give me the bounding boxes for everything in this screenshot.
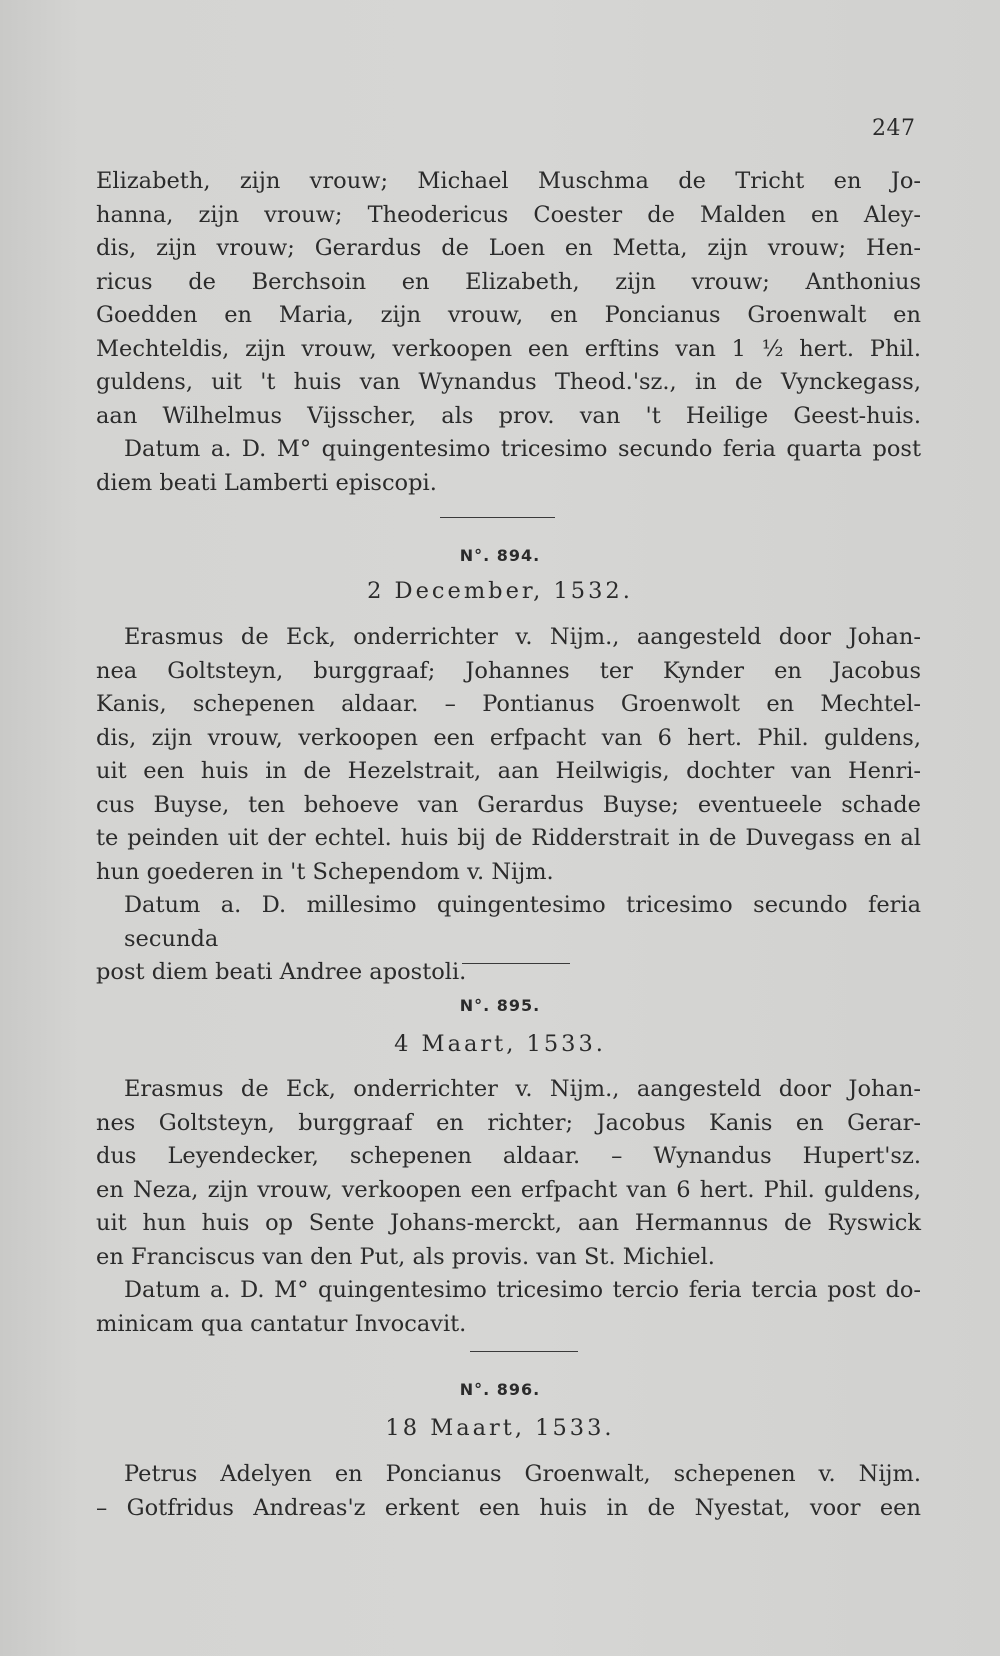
- text-line: Datum a. D. millesimo quingentesimo tricesimo secundo feria secunda: [124, 892, 921, 952]
- text-line: guldens, uit 't huis van Wynandus Theod.'sz., in de Vynckegass,: [96, 369, 921, 395]
- text-line: Datum a. D. M° quingentesimo tricesimo secundo feria quarta post: [124, 436, 921, 462]
- text-line: ricus de Berchsoin en Elizabeth, zijn vrouw; Anthonius: [96, 268, 921, 295]
- entry-number: N°. 894.: [459, 546, 541, 565]
- section-divider: [462, 963, 570, 964]
- text-line: Goedden en Maria, zijn vrouw, en Poncianus Groenwalt en: [96, 302, 921, 328]
- entry-893-text: [96, 165, 921, 500]
- entry-date: 2 December, 1532.: [367, 578, 633, 604]
- entry-number: N°. 896.: [459, 1380, 541, 1399]
- text-line: te peinden uit der echtel. huis bij de Ridderstrait in de Duvegass en al: [96, 825, 921, 851]
- text-line: Elizabeth, zijn vrouw; Michael Muschma de Tricht en Jo-: [96, 168, 921, 194]
- entry-896-text: [96, 1458, 921, 1525]
- text-line: uit een huis in de Hezelstrait, aan Heilwigis, dochter van Henri-: [96, 758, 921, 784]
- text-line: minicam qua cantatur Invocavit.: [96, 1310, 467, 1337]
- text-line: post diem beati Andree apostoli.: [96, 959, 467, 985]
- text-line: dis, zijn vrouw, verkoopen een erfpacht van 6 hert. Phil. guldens,: [96, 724, 921, 751]
- text-line: diem beati Lamberti episcopi.: [96, 469, 437, 496]
- text-line: Erasmus de Eck, onderrichter v. Nijm., aangesteld door Johan-: [124, 624, 921, 650]
- text-line: hun goederen in 't Schependom v. Nijm.: [96, 858, 554, 885]
- text-line: nea Goltsteyn, burggraaf; Johannes ter Kynder en Jacobus: [96, 657, 921, 684]
- text-line: nes Goltsteyn, burggraaf en richter; Jacobus Kanis en Gerar-: [96, 1109, 921, 1136]
- entry-number: N°. 895.: [459, 996, 541, 1015]
- text-line: aan Wilhelmus Vijsscher, als prov. van 't Heilige Geest-huis.: [96, 402, 921, 429]
- entry-894-text: [96, 621, 921, 990]
- page-number: 247: [872, 116, 916, 141]
- entry-date: 4 Maart, 1533.: [394, 1031, 606, 1057]
- section-divider: [470, 1351, 578, 1352]
- text-line: uit hun huis op Sente Johans-merckt, aan Hermannus de Ryswick: [96, 1210, 921, 1236]
- text-line: Erasmus de Eck, onderrichter v. Nijm., aangesteld door Johan-: [124, 1076, 921, 1102]
- entry-895-text: [96, 1073, 921, 1341]
- text-line: Kanis, schepenen aldaar. – Pontianus Groenwolt en Mechtel-: [96, 691, 921, 717]
- section-divider: [440, 517, 555, 518]
- text-line: hanna, zijn vrouw; Theodericus Coester de Malden en Aley-: [96, 201, 921, 228]
- text-line: Mechteldis, zijn vrouw, verkoopen een erftins van 1 ½ hert. Phil.: [96, 335, 921, 362]
- text-line: cus Buyse, ten behoeve van Gerardus Buyse; eventueele schade: [96, 791, 921, 818]
- text-line: – Gotfridus Andreas'z erkent een huis in de Nyestat, voor een: [96, 1494, 921, 1521]
- text-line: dis, zijn vrouw; Gerardus de Loen en Metta, zijn vrouw; Hen-: [96, 235, 921, 261]
- text-line: en Neza, zijn vrouw, verkoopen een erfpacht van 6 hert. Phil. guldens,: [96, 1176, 921, 1203]
- text-line: dus Leyendecker, schepenen aldaar. – Wynandus Hupert'sz.: [96, 1143, 921, 1169]
- text-line: Petrus Adelyen en Poncianus Groenwalt, schepenen v. Nijm.: [124, 1461, 921, 1487]
- entry-date: 18 Maart, 1533.: [385, 1415, 615, 1441]
- text-line: Datum a. D. M° quingentesimo tricesimo tercio feria tercia post do-: [124, 1277, 921, 1303]
- text-line: en Franciscus van den Put, als provis. van St. Michiel.: [96, 1243, 715, 1270]
